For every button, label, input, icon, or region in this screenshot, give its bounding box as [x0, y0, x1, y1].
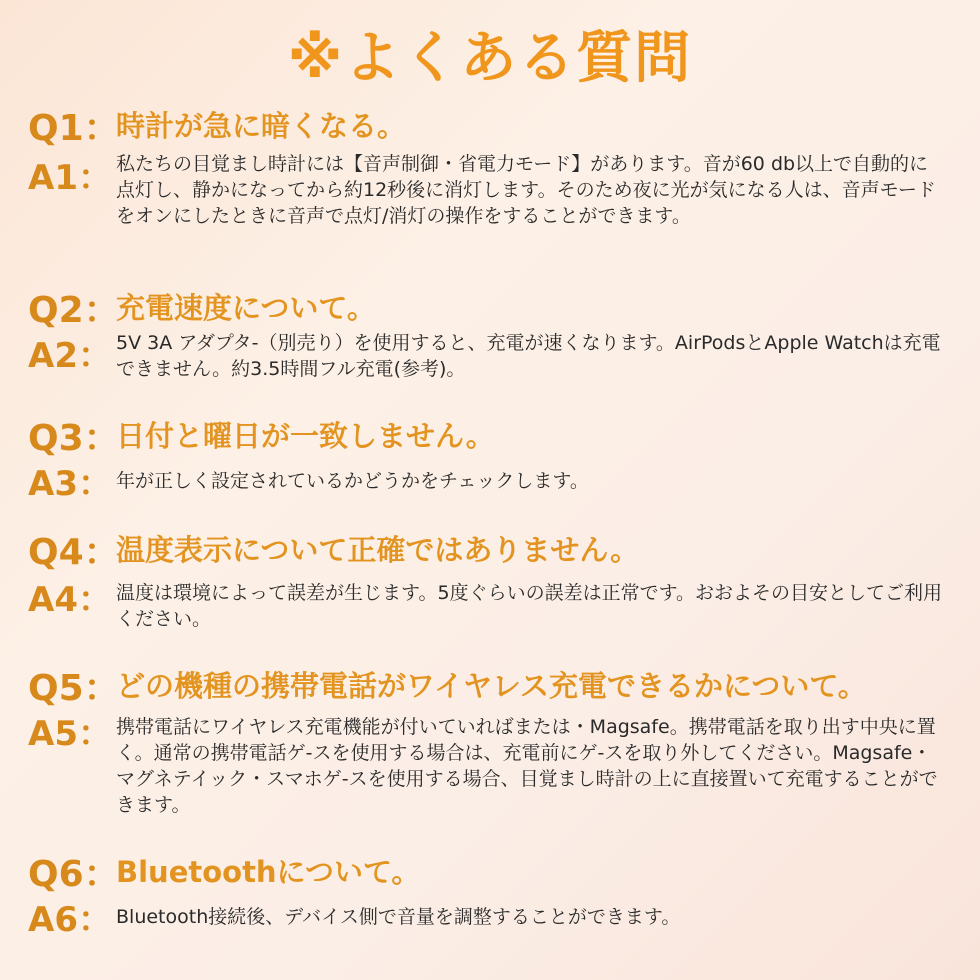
- question-label: Q6：: [28, 854, 120, 895]
- answer-text: 5V 3A アダプタ-（別売り）を使用すると、充電が速くなります。AirPodsとApple Watchは充電できません。約3.5時間フル充電(参考)。: [116, 332, 941, 380]
- answer-label: A2：: [28, 336, 112, 376]
- answer-label: A6：: [28, 900, 112, 940]
- answer-text: 温度は環境によって誤差が生じます。5度ぐらいの誤差は正常です。おおよその目安としてご利用ください。: [116, 582, 943, 630]
- answer-text: 携帯電話にワイヤレス充電機能が付いていればまたは・Magsafe。携帯電話を取り出す中央に置く。通常の携帯電話ゲ-スを使用する場合は、充電前にゲ-スを取り外してください。Magsafe・マグネテイック・スマホゲ-スを使用する場合、目覚まし時計の上に直接置いて充電することができます。: [116, 716, 938, 816]
- answer-text: 私たちの目覚まし時計には【音声制御・省電力モード】があります。音が60 db以上で自動的に点灯し、静かになってから約12秒後に消灯します。そのため夜に光が気になる人は、音声モードをオンにしたときに音声で点灯/消灯の操作をすることができます。: [116, 153, 936, 227]
- question-label: Q2：: [28, 290, 120, 331]
- question-label: Q1：: [28, 108, 120, 149]
- question-text: 温度表示について正確ではありません。: [116, 533, 640, 567]
- question-label: Q4：: [28, 532, 120, 573]
- page-title: ※よくある質問: [287, 26, 693, 91]
- question-text: Bluetoothについて。: [116, 855, 421, 889]
- answer-label: A5：: [28, 714, 112, 754]
- question-text: 日付と曜日が一致しません。: [116, 419, 495, 453]
- answer-text: 年が正しく設定されているかどうかをチェックします。: [116, 470, 589, 492]
- answer-label: A4：: [28, 580, 112, 620]
- question-label: Q3：: [28, 418, 120, 459]
- answer-label: A1：: [28, 158, 112, 198]
- question-text: 時計が急に暗くなる。: [116, 109, 407, 143]
- answer-text: Bluetooth接続後、デバイス側で音量を調整することができます。: [116, 906, 681, 928]
- answer-label: A3：: [28, 464, 112, 504]
- question-text: 充電速度について。: [116, 291, 376, 325]
- question-label: Q5：: [28, 668, 120, 709]
- question-text: どの機種の携帯電話がワイヤレス充電できるかについて。: [116, 669, 867, 703]
